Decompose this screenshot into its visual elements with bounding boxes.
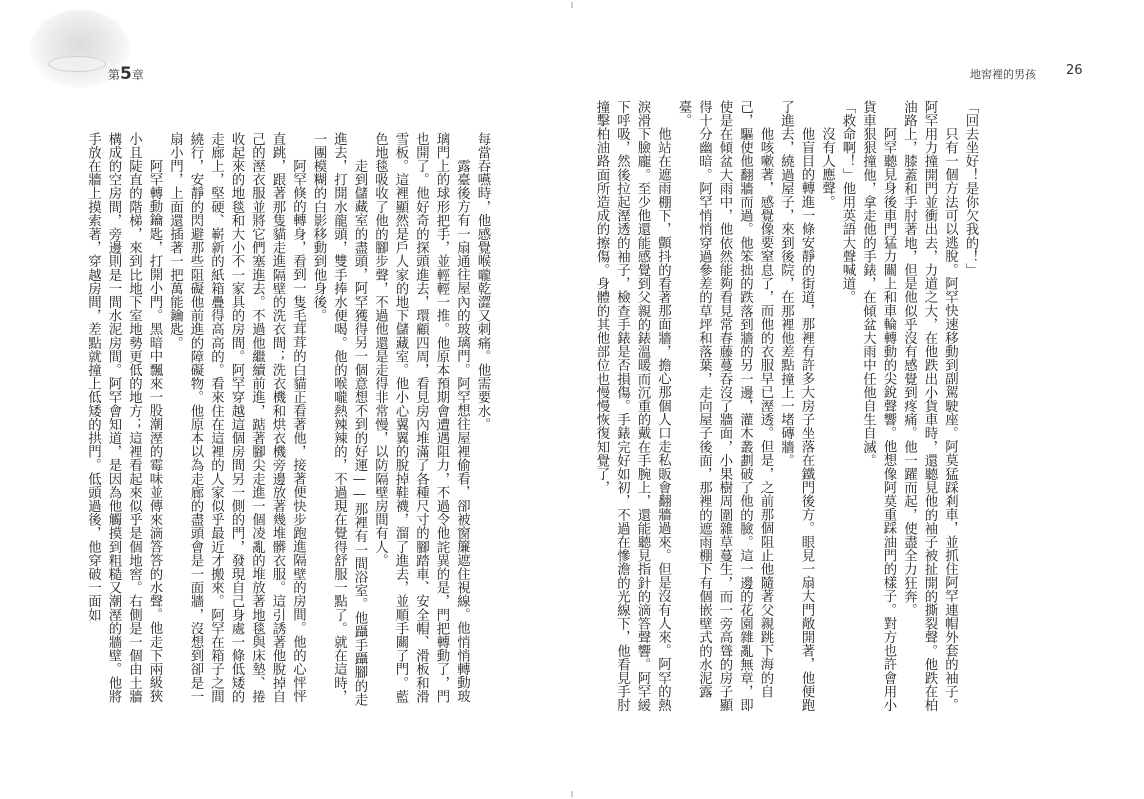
chapter-ornament-ring [48,56,106,72]
paragraph: 每當吞嚥時，他感覺喉嚨乾澀又刺痛。他需要水。 [475,132,490,432]
paragraph: 他咳嗽著，感覺像要窒息了，而他的衣服早已溼透。但是，之前那個阻止他隨著父親跳下海的自己，驅使他翻牆而過。他笨拙的跌落到牆的另一邊，灌木叢劃破了他的臉。這一邊的花園雜亂無章，即使是在傾盆大雨中，他依然能夠看見常春藤蔓吞沒了牆面，小果樹周圍雜草蔓生，而一旁高聳的房子顯得十分幽暗。阿罕悄悄穿過參差的草坪和落葉，走向屋子後面，那裡的遮雨棚下有個嵌壁式的水泥露臺。 [676,100,773,712]
page-number: 26 [1066,63,1083,78]
running-title: 地窖裡的男孩 [970,68,1036,81]
page-gutter [571,0,572,799]
chapter-number: 5 [120,64,132,84]
paragraph: 只有一個方法可以逃脫。阿罕快速移動到副駕駛座。阿莫猛踩剎車，並抓住阿罕連帽外套的袖子。阿罕用力撞開門並衝出去，力道之大，在他跌出小貨車時，還聽見他的袖子被扯開的撕裂聲。他跌在柏油路上，膝蓋和手肘著地，但是他似乎沒有感覺到疼痛。他一躍而起，使盡全力狂奔。 [901,100,958,712]
paragraph: 阿罕轉動鑰匙，打開小門。黑暗中飄來一股潮溼的霉味並傳來滴答答的水聲。他走下兩級狹小且陡直的階梯，來到比地下室地勢更低的地方；這裡看起來似乎是個地窖。右側是一個由土牆構成的空房間，旁邊則是一間水泥房間。阿罕會知道，是因為他觸摸到粗糙又潮溼的牆壁。他將手放在牆上摸索著，穿越房間，差點就撞上低矮的拱門。低頭過後，他穿破一面如 [85,132,162,704]
paragraph: 他盲目的轉進一條安靜的街道，那裡有許多大房子坐落在鐵門後方。眼見一扇大門敞開著，他便跑了進去，繞過屋子，來到後院，在那裡他差點撞上一堵磚牆。 [778,100,814,712]
crop-mark [571,791,573,797]
chapter-prefix: 第 [108,68,121,82]
paragraph: 露臺後方有一扇通往屋內的玻璃門。阿罕想往屋裡偷看，卻被窗簾遮住視線。他悄悄轉動玻璃門上的球形把手，並輕輕一推。他原本預期會遭遇阻力，不過令他詫異的是，門把轉動了，門也開了。他好奇的探頭進去，環顧四周，看見房內堆滿了各種尺寸的腳踏車、安全帽、滑板和滑雪板。這裡顯然是戶人家的地下儲藏室。他小心翼翼的脫掉鞋襪，溜了進去，並順手關了門。藍色地毯吸收了他的腳步聲，不過他還是走得非常慢，以防隔壁房間有人。 [372,132,470,704]
left-page-text [72,132,492,714]
paragraph: 沒有人應聲。 [819,126,835,209]
chapter-label [108,64,144,84]
paragraph: 「救命啊！」他用英語大聲喊道。 [840,100,855,304]
right-page-text [594,100,980,712]
paragraph: 走到儲藏室的盡頭，阿罕獲得另一個意想不到的好運——那裡有一間浴室。他躡手躡腳的走進去，打開水龍頭，雙手捧水便喝。他的喉嚨熱辣辣的，不過現在覺得舒服一點了。就在這時，一團模糊的白影移動到他身後。 [311,132,367,706]
paragraph: 阿罕聽見身後車門猛力關上和車輪轉動的尖銳聲響。他想像阿莫重踩油門的樣子。對方也許會用小貨車狠狠撞他，拿走他的手錶，在傾盆大雨中任他自生自滅。 [860,100,896,712]
chapter-suffix: 章 [131,68,144,82]
paragraph: 他站在遮雨棚下，顫抖的看著那面牆，擔心那個人口走私販會翻牆過來。但是沒有人來。阿罕的熱淚滑下臉龐。至少他還能感覺到父親的錶溫暖而沉重的戴在手腕上，還能聽見指針的滴答聲響。阿罕緩下呼吸，然後拉起溼透的袖子，檢查手錶是否損傷。手錶完好如初，不過在慘澹的光線下，他看見手肘撞擊柏油路面所造成的擦傷。身體的其他部位也慢慢恢復知覺了， [594,100,671,712]
paragraph: 阿罕倏的轉身，看到一隻毛茸茸的白貓正看著他，接著便快步跑進隔壁的房間。他的心怦怦直跳，跟著那隻貓走進隔壁的洗衣間；洗衣機和烘衣機旁邊放著幾堆髒衣服。這引誘著他脫掉自己的溼衣服並將它們塞進去。不過他繼續前進，踮著腳尖走進一個凌亂的堆放著地毯與床墊、捲收起來的地毯和大小不一家具的房間。阿罕穿越這個房間另一側的門，發現自己身處一條低矮的走廊上，堅硬、嶄新的紙箱疊得高高的。看來住在這裡的人家似乎最近才搬來。阿罕在箱子之間繞行，安靜的閃避那些阻礙他前進的障礙物。他原本以為走廊的盡頭會是一面牆，沒想到卻是一扇小門，上面還插著一把萬能鑰匙。 [167,132,306,704]
paragraph: 「回去坐好！是你欠我的！」 [963,100,978,277]
crop-mark [571,2,573,8]
